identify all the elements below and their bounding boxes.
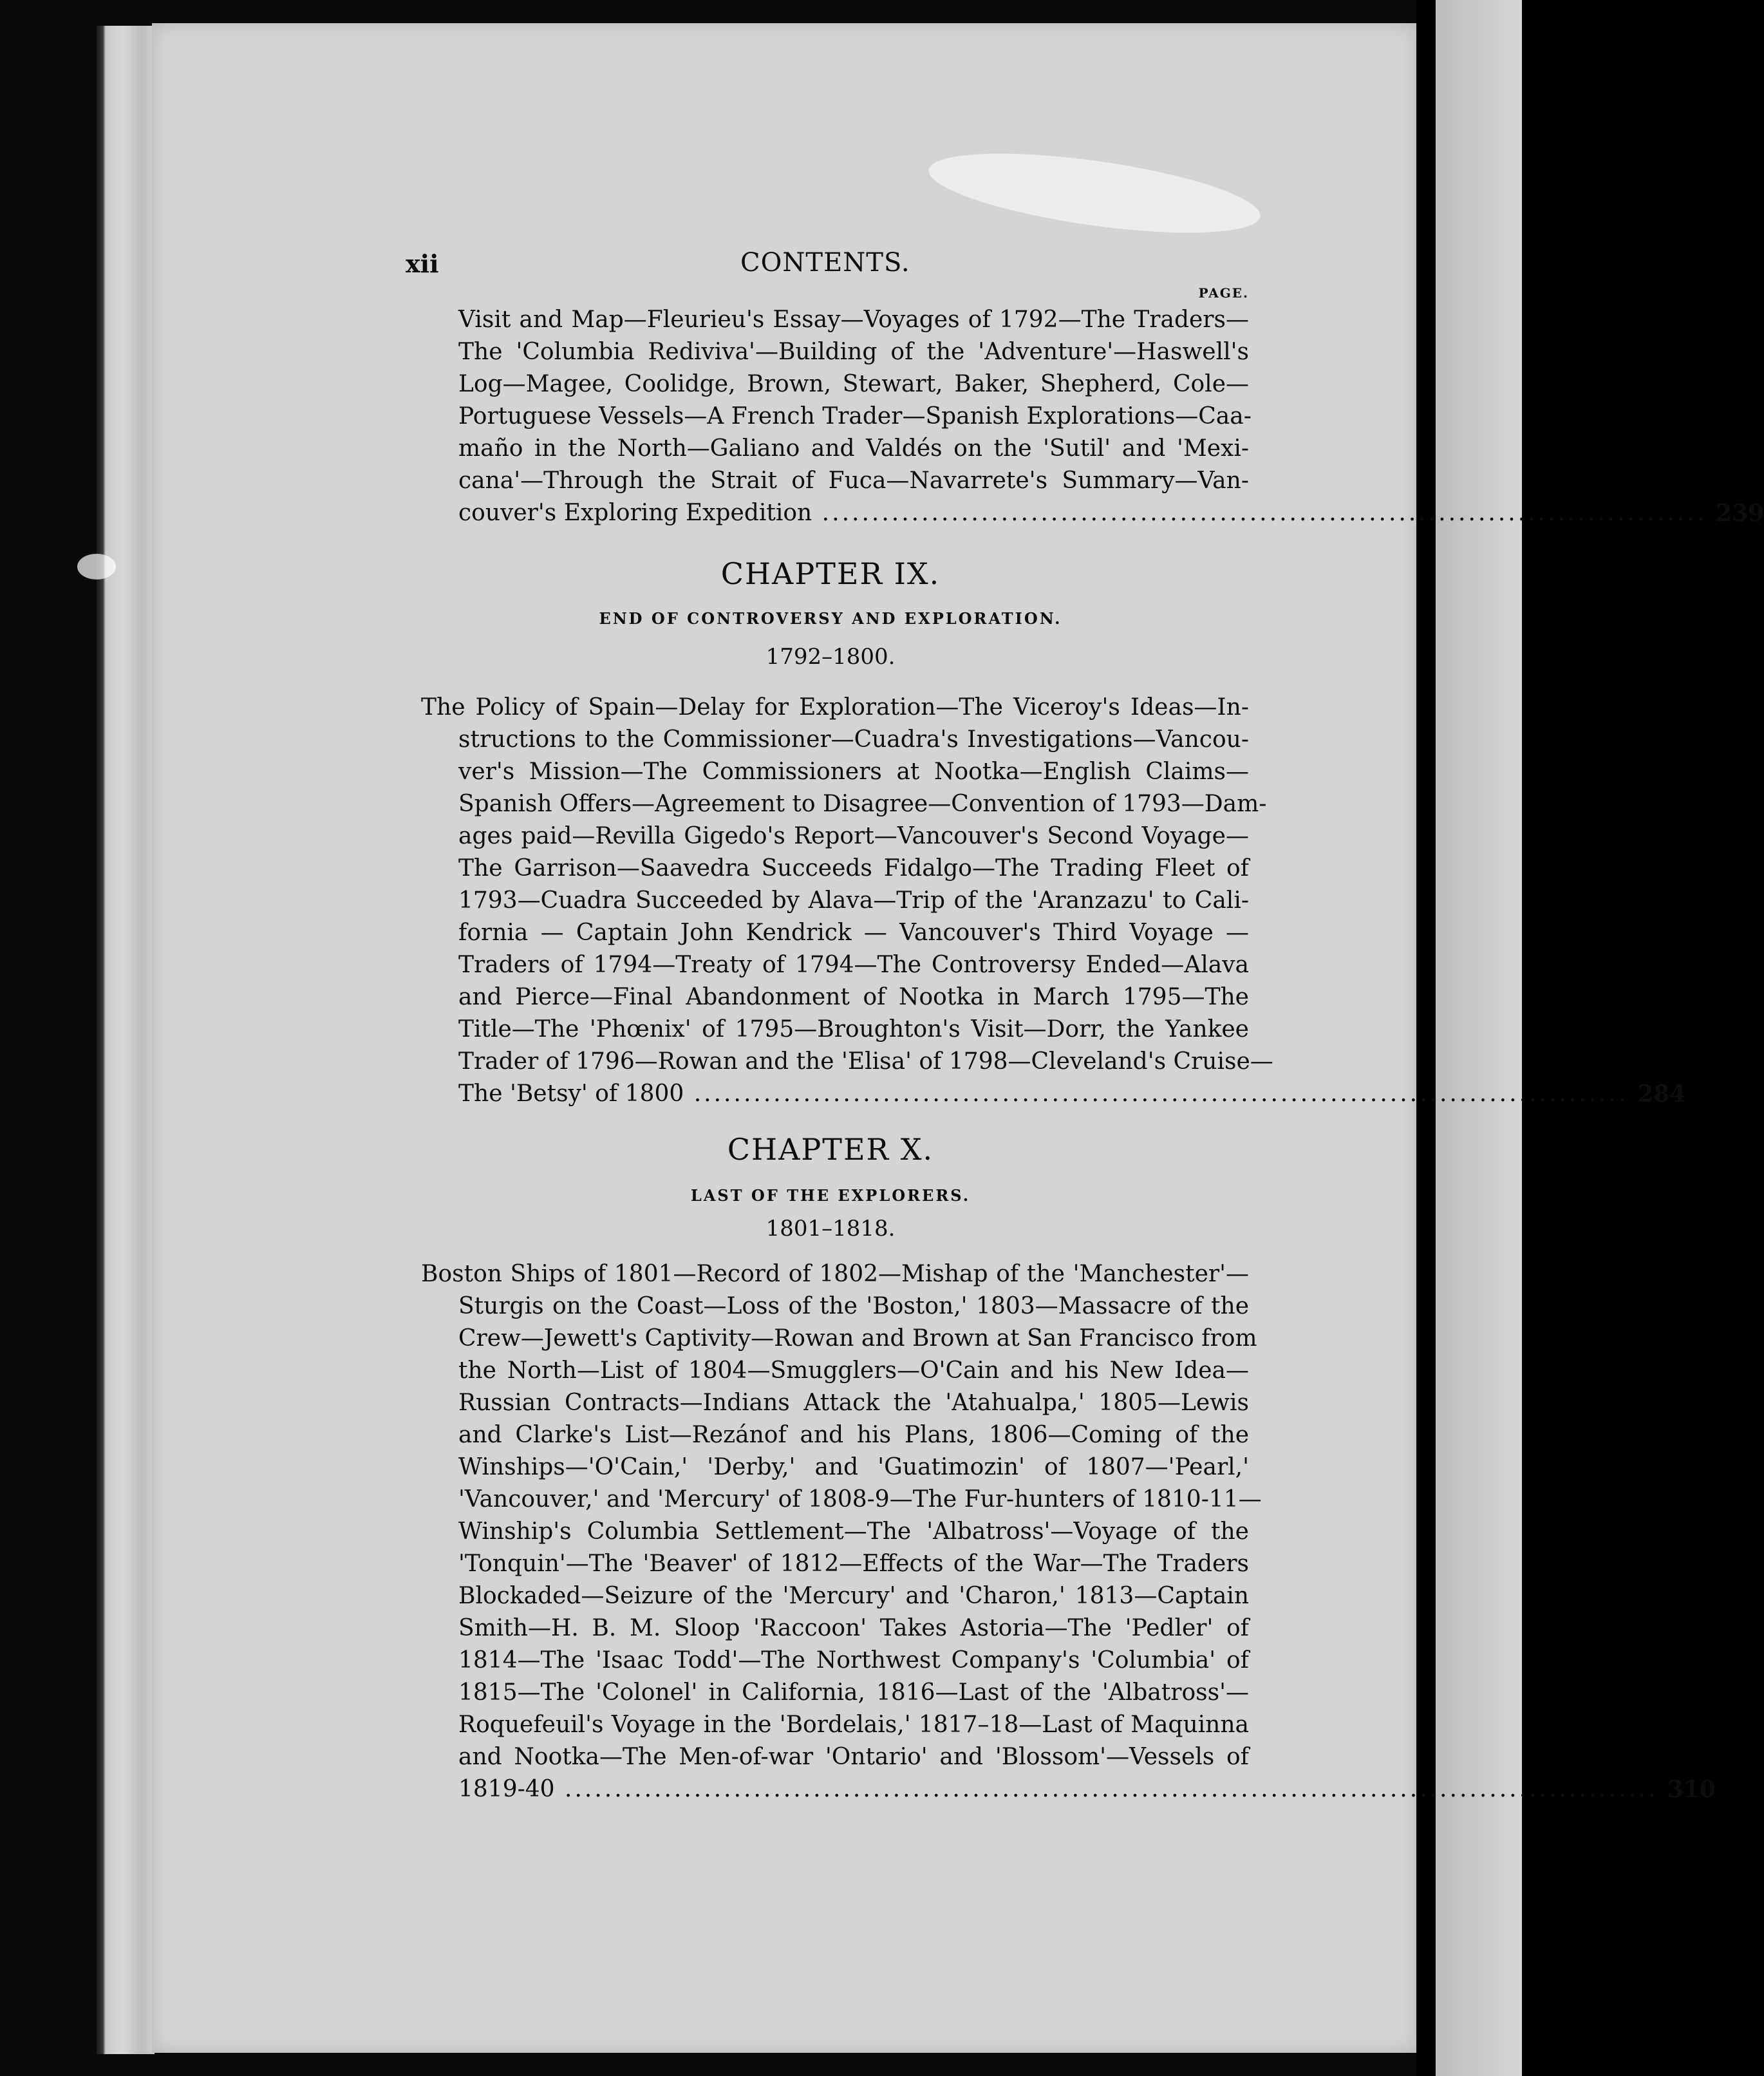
- dot-leader: ..............................................................................................: [684, 1080, 1629, 1107]
- entry-line: ver's Mission—The Commissioners at Nootka—English Claims—: [458, 759, 1249, 785]
- entry-line: 1819-40: [458, 1776, 555, 1802]
- entry-line: The Policy of Spain—Delay for Exploration—The Viceroy's Ideas—In-: [421, 694, 1249, 721]
- page-folio: xii: [406, 249, 439, 278]
- entry-line: Russian Contracts—Indians Attack the 'Atahualpa,' 1805—Lewis: [458, 1390, 1249, 1416]
- dot-leader: ..............................................................................................................: [554, 1776, 1658, 1802]
- entry-line: and Nootka—The Men-of-war 'Ontario' and 'Blossom'—Vessels of: [458, 1744, 1249, 1770]
- entry-line: Title—The 'Phœnix' of 1795—Broughton's Visit—Dorr, the Yankee: [458, 1016, 1249, 1043]
- entry-last-line: [458, 497, 1764, 529]
- contents-entry-chapter-10: [421, 1258, 1716, 1806]
- entry-line: Winship's Columbia Settlement—The 'Albatross'—Voyage of the: [458, 1518, 1249, 1545]
- entry-line: cana'—Through the Strait of Fuca—Navarrete's Summary—Van-: [458, 467, 1249, 494]
- contents-entry-chapter-9: [421, 692, 1686, 1110]
- page-number: 310: [1667, 1776, 1716, 1803]
- entry-line: maño in the North—Galiano and Valdés on the 'Sutil' and 'Mexi-: [458, 435, 1249, 462]
- entry-line: The Garrison—Saavedra Succeeds Fidalgo—The Trading Fleet of: [458, 855, 1249, 882]
- chapter-subtitle: END OF CONTROVERSY AND EXPLORATION.: [599, 609, 1062, 628]
- running-title: CONTENTS.: [740, 248, 910, 278]
- entry-line: Portuguese Vessels—A French Trader—Spanish Explorations—Caa-: [458, 403, 1252, 429]
- dot-leader: .........................................................................................: [812, 500, 1707, 526]
- entry-line: Trader of 1796—Rowan and the 'Elisa' of 1798—Cleveland's Cruise—: [458, 1048, 1273, 1075]
- entry-line: The 'Betsy' of 1800: [458, 1080, 684, 1107]
- entry-line: Roquefeuil's Voyage in the 'Bordelais,' 1817–18—Last of Maquinna: [458, 1712, 1249, 1738]
- binding-edge: [97, 26, 155, 2054]
- entry-line: couver's Exploring Expedition: [458, 500, 812, 526]
- facing-page-edge: [1436, 0, 1522, 2076]
- entry-line: 'Vancouver,' and 'Mercury' of 1808-9—The Fur-hunters of 1810-11—: [458, 1486, 1262, 1513]
- chapter-heading: CHAPTER IX.: [720, 556, 941, 591]
- entry-last-line: [458, 1773, 1716, 1806]
- chapter-years: 1801–1818.: [765, 1216, 896, 1241]
- chapter-subtitle: LAST OF THE EXPLORERS.: [690, 1186, 971, 1205]
- page-number: 239: [1716, 500, 1764, 527]
- chapter-heading: CHAPTER X.: [727, 1132, 934, 1167]
- page-number: 284: [1637, 1080, 1686, 1108]
- entry-line: Crew—Jewett's Captivity—Rowan and Brown at San Francisco from: [458, 1325, 1257, 1352]
- entry-line: and Clarke's List—Rezánof and his Plans, 1806—Coming of the: [458, 1422, 1249, 1448]
- entry-line: Visit and Map—Fleurieu's Essay—Voyages of 1792—The Traders—: [458, 307, 1249, 333]
- entry-line: Traders of 1794—Treaty of 1794—The Controversy Ended—Alava: [458, 952, 1249, 978]
- page-column-label: PAGE.: [1198, 285, 1249, 301]
- entry-line: Smith—H. B. M. Sloop 'Raccoon' Takes Astoria—The 'Pedler' of: [458, 1615, 1249, 1641]
- entry-line: 1793—Cuadra Succeeded by Alava—Trip of the 'Aranzazu' to Cali-: [458, 887, 1249, 914]
- page-gutter: [1416, 0, 1436, 2076]
- entry-line: 1814—The 'Isaac Todd'—The Northwest Company's 'Columbia' of: [458, 1647, 1249, 1674]
- entry-line: and Pierce—Final Abandonment of Nootka in March 1795—The: [458, 984, 1249, 1010]
- chapter-years: 1792–1800.: [765, 644, 896, 670]
- entry-line: 1815—The 'Colonel' in California, 1816—Last of the 'Albatross'—: [458, 1679, 1249, 1706]
- entry-line: fornia — Captain John Kendrick — Vancouver's Third Voyage —: [458, 920, 1249, 946]
- entry-line: Winships—'O'Cain,' 'Derby,' and 'Guatimozin' of 1807—'Pearl,': [458, 1454, 1249, 1480]
- scan-smudge: [77, 554, 116, 580]
- entry-last-line: [458, 1078, 1686, 1110]
- entry-line: Log—Magee, Coolidge, Brown, Stewart, Baker, Shepherd, Cole—: [458, 371, 1249, 397]
- entry-line: Sturgis on the Coast—Loss of the 'Boston,' 1803—Massacre of the: [458, 1293, 1249, 1319]
- entry-line: ages paid—Revilla Gigedo's Report—Vancouver's Second Voyage—: [458, 823, 1249, 849]
- entry-line: 'Tonquin'—The 'Beaver' of 1812—Effects of the War—The Traders: [458, 1551, 1249, 1577]
- entry-line: Boston Ships of 1801—Record of 1802—Mishap of the 'Manchester'—: [421, 1261, 1249, 1287]
- entry-line: The 'Columbia Rediviva'—Building of the 'Adventure'—Haswell's: [458, 339, 1249, 365]
- entry-line: the North—List of 1804—Smugglers—O'Cain and his New Idea—: [458, 1357, 1249, 1384]
- contents-entry-continued: [458, 304, 1764, 529]
- entry-line: structions to the Commissioner—Cuadra's Investigations—Vancou-: [458, 726, 1249, 753]
- running-head: [406, 241, 1249, 301]
- entry-line: Blockaded—Seizure of the 'Mercury' and 'Charon,' 1813—Captain: [458, 1583, 1249, 1609]
- entry-line: Spanish Offers—Agreement to Disagree—Convention of 1793—Dam-: [458, 791, 1267, 817]
